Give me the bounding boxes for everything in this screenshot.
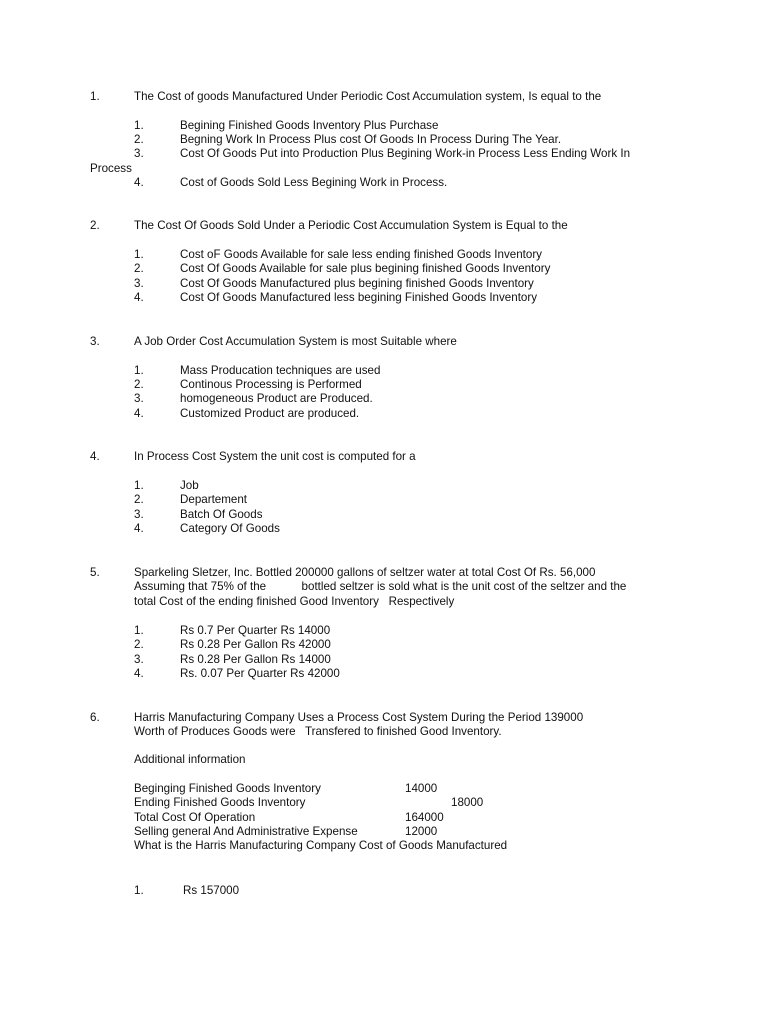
option-text: Departement	[180, 493, 248, 506]
option-text: homogeneous Product are Produced.	[180, 392, 373, 405]
question-text: The Cost of goods Manufactured Under Periodic Cost Accumulation system, Is equal to the	[134, 90, 602, 103]
option-text-wrap: Process	[90, 162, 132, 175]
option-number: 1.	[134, 248, 144, 261]
question-text: total Cost of the ending finished Good Inventory Respectively	[134, 595, 455, 608]
option-text: Batch Of Goods	[180, 508, 263, 521]
option-number: 3.	[134, 508, 144, 521]
option-number: 1.	[134, 364, 144, 377]
option-number: 4.	[134, 667, 144, 680]
option-number: 4.	[134, 176, 144, 189]
question-text: What is the Harris Manufacturing Company Cost of Goods Manufactured	[134, 839, 508, 852]
question-text: Assuming that 75% of the bottled seltzer is sold what is the unit cost of the seltzer and the	[134, 580, 627, 593]
data-label: Total Cost Of Operation	[134, 811, 256, 824]
question-number: 2.	[90, 219, 100, 232]
question-text: A Job Order Cost Accumulation System is most Suitable where	[134, 335, 457, 348]
option-number: 2.	[134, 493, 144, 506]
option-number: 3.	[134, 392, 144, 405]
option-text: Rs 157000	[183, 884, 240, 897]
question-text: Sparkeling Sletzer, Inc. Bottled 200000 gallons of seltzer water at total Cost Of Rs. 56,000	[134, 566, 596, 579]
option-text: Category Of Goods	[180, 522, 280, 535]
additional-info-heading: Additional information	[134, 753, 246, 766]
option-text: Rs. 0.07 Per Quarter Rs 42000	[180, 667, 340, 680]
option-number: 1.	[134, 884, 144, 897]
option-text: Job	[180, 479, 199, 492]
option-number: 4.	[134, 522, 144, 535]
option-text: Rs 0.28 Per Gallon Rs 42000	[180, 638, 331, 651]
option-number: 4.	[134, 407, 144, 420]
data-label: Ending Finished Goods Inventory	[134, 796, 306, 809]
data-value: 14000	[405, 782, 438, 795]
question-text: Worth of Produces Goods were Transfered to finished Good Inventory.	[134, 725, 502, 738]
option-text: Cost Of Goods Put into Production Plus Begining Work-in Process Less Ending Work In	[180, 147, 631, 160]
option-number: 2.	[134, 378, 144, 391]
question-number: 3.	[90, 335, 100, 348]
option-text: Begining Finished Goods Inventory Plus Purchase	[180, 119, 439, 132]
option-text: Customized Product are produced.	[180, 407, 360, 420]
question-text: In Process Cost System the unit cost is computed for a	[134, 450, 416, 463]
data-label: Beginging Finished Goods Inventory	[134, 782, 321, 795]
option-number: 3.	[134, 147, 144, 160]
option-text: Cost oF Goods Available for sale less ending finished Goods Inventory	[180, 248, 542, 261]
question-number: 1.	[90, 90, 100, 103]
option-text: Cost of Goods Sold Less Begining Work in Process.	[180, 176, 448, 189]
option-number: 3.	[134, 653, 144, 666]
data-value: 18000	[451, 796, 484, 809]
option-text: Cost Of Goods Manufactured plus begining finished Goods Inventory	[180, 277, 534, 290]
option-number: 2.	[134, 638, 144, 651]
question-number: 6.	[90, 711, 100, 724]
option-number: 2.	[134, 133, 144, 146]
option-text: Cost Of Goods Available for sale plus begining finished Goods Inventory	[180, 262, 551, 275]
option-number: 1.	[134, 119, 144, 132]
option-number: 1.	[134, 624, 144, 637]
option-number: 2.	[134, 262, 144, 275]
data-label: Selling general And Administrative Expense	[134, 825, 358, 838]
option-text: Begning Work In Process Plus cost Of Goods In Process During The Year.	[180, 133, 562, 146]
option-number: 3.	[134, 277, 144, 290]
option-text: Rs 0.28 Per Gallon Rs 14000	[180, 653, 331, 666]
option-text: Continous Processing is Performed	[180, 378, 362, 391]
question-number: 4.	[90, 450, 100, 463]
option-text: Cost Of Goods Manufactured less begining Finished Goods Inventory	[180, 291, 538, 304]
data-value: 12000	[405, 825, 438, 838]
option-text: Rs 0.7 Per Quarter Rs 14000	[180, 624, 331, 637]
data-value: 164000	[405, 811, 444, 824]
option-number: 1.	[134, 479, 144, 492]
question-text: The Cost Of Goods Sold Under a Periodic Cost Accumulation System is Equal to the	[134, 219, 568, 232]
option-number: 4.	[134, 291, 144, 304]
option-text: Mass Producation techniques are used	[180, 364, 381, 377]
question-text: Harris Manufacturing Company Uses a Process Cost System During the Period 139000	[134, 711, 584, 724]
question-number: 5.	[90, 566, 100, 579]
